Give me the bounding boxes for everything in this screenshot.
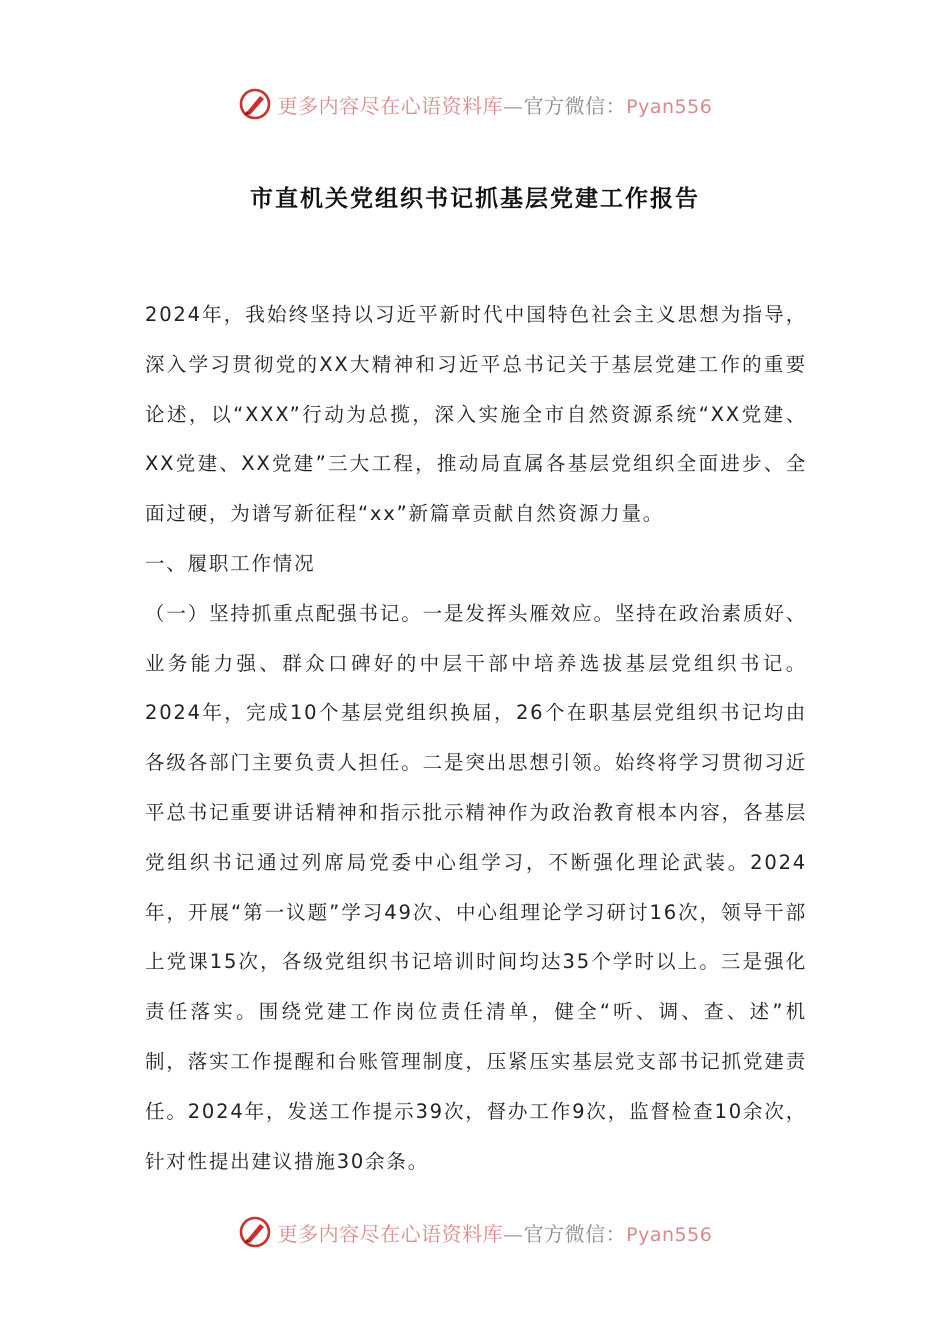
watermark-handle: Pyan556 (626, 1223, 713, 1246)
watermark-banner-bottom (0, 1212, 950, 1252)
watermark-dash: — (503, 1221, 524, 1246)
paragraph-section-1-1: （一）坚持抓重点配强书记。一是发挥头雁效应。坚持在政治素质好、业务能力强、群众口碑好的中层干部中培养选拔基层党组织书记。2024年，完成10个基层党组织换届，26个在职基层党组织书记均由各级各部门主要负责人担任。二是突出思想引领。始终将学习贯彻习近平总书记重要讲话精神和指示批示精神作为政治教育根本内容，各基层党组织书记通过列席局党委中心组学习，不断强化理论武装。2024年，开展“第一议题”学习49次、中心组理论学习研讨16次，领导干部上党课15次，各级党组织书记培训时间均达35个学时以上。三是强化责任落实。围绕党建工作岗位责任清单，健全“听、调、查、述”机制，落实工作提醒和台账管理制度，压紧压实基层党支部书记抓党建责任。2024年，发送工作提示39次，督办工作9次，监督检查10余次，针对性提出建议措施30余条。 (145, 601, 807, 1173)
pen-nib-circle-logo-icon (238, 87, 272, 121)
watermark-label: 官方微信： (523, 1221, 627, 1246)
pen-nib-circle-logo-icon (238, 1215, 272, 1249)
watermark-site: 更多内容尽在心语资料库 (277, 1221, 504, 1246)
watermark-handle: Pyan556 (626, 95, 713, 118)
watermark-site: 更多内容尽在心语资料库 (277, 93, 504, 118)
document-body (145, 290, 807, 1186)
watermark-text (278, 90, 713, 119)
watermark-label: 官方微信： (523, 93, 627, 118)
section-heading-1: 一、履职工作情况 (145, 551, 316, 575)
watermark-dash: — (503, 93, 524, 118)
paragraph-intro: 2024年，我始终坚持以习近平新时代中国特色社会主义思想为指导，深入学习贯彻党的XX大精神和习近平总书记关于基层党建工作的重要论述，以“XXX”行动为总揽，深入实施全市自然资源系统“XX党建、XX党建、XX党建”三大工程，推动局直属各基层党组织全面进步、全面过硬，为谱写新征程“xx”新篇章贡献自然资源力量。 (145, 303, 807, 526)
watermark-banner-top (0, 84, 950, 124)
document-title: 市直机关党组织书记抓基层党建工作报告 (250, 186, 700, 212)
watermark-text (278, 1218, 713, 1247)
